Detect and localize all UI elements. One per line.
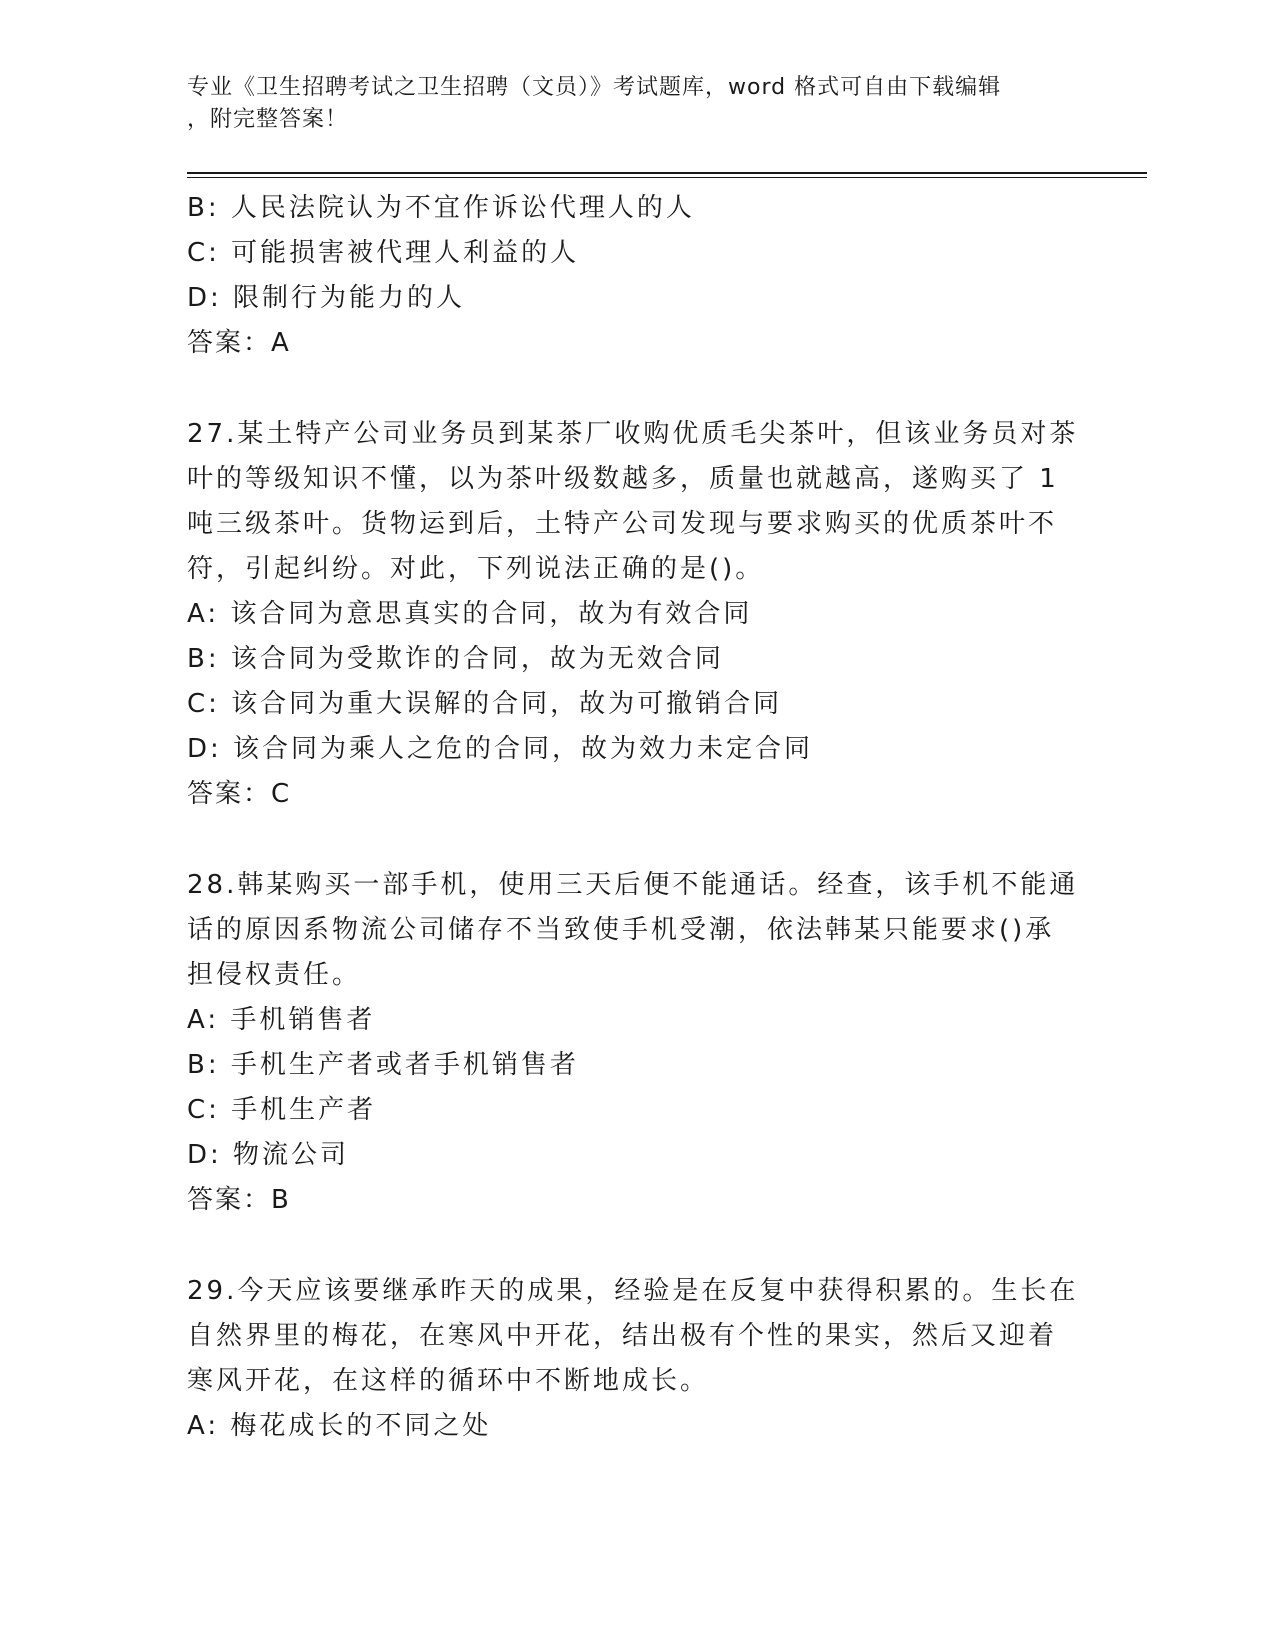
spacer xyxy=(187,1223,1067,1269)
option-b: B: 该合同为受欺诈的合同，故为无效合同 xyxy=(187,644,724,674)
option-c: C: 手机生产者 xyxy=(187,1095,377,1125)
question-text-line: 符，引起纠纷。对此，下列说法正确的是()。 xyxy=(187,554,765,584)
spacer xyxy=(187,817,1067,863)
question-26-continuation xyxy=(187,186,1067,366)
option-b: B: 手机生产者或者手机销售者 xyxy=(187,1050,579,1080)
question-text-line: 担侵权责任。 xyxy=(187,960,362,990)
question-text-line: 28.韩某购买一部手机，使用三天后便不能通话。经查，该手机不能通 xyxy=(187,870,1079,900)
answer-line: 答案：C xyxy=(187,779,292,809)
header-line-1: 专业《卫生招聘考试之卫生招聘（文员）》考试题库，word 格式可自由下载编辑 xyxy=(187,75,1002,100)
header-divider-thin xyxy=(187,177,1147,178)
option-a: A: 手机销售者 xyxy=(187,1005,376,1035)
document-header xyxy=(187,72,1087,136)
question-28 xyxy=(187,863,1079,1223)
option-c: C: 可能损害被代理人利益的人 xyxy=(187,238,580,268)
option-a: A: 梅花成长的不同之处 xyxy=(187,1411,492,1441)
question-text-line: 29.今天应该要继承昨天的成果，经验是在反复中获得积累的。生长在 xyxy=(187,1276,1079,1306)
option-c: C: 该合同为重大误解的合同，故为可撤销合同 xyxy=(187,689,783,719)
option-d: D: 物流公司 xyxy=(187,1140,350,1170)
header-divider-thick xyxy=(187,172,1147,174)
option-d: D: 限制行为能力的人 xyxy=(187,283,466,313)
spacer xyxy=(187,366,1067,412)
question-29 xyxy=(187,1269,1079,1449)
option-b: B: 人民法院认为不宜作诉讼代理人的人 xyxy=(187,193,695,223)
question-27 xyxy=(187,412,1079,817)
option-a: A: 该合同为意思真实的合同，故为有效合同 xyxy=(187,599,753,629)
answer-line: 答案：A xyxy=(187,328,291,358)
question-text-line: 自然界里的梅花，在寒风中开花，结出极有个性的果实，然后又迎着 xyxy=(187,1321,1058,1351)
option-d: D: 该合同为乘人之危的合同，故为效力未定合同 xyxy=(187,734,814,764)
question-text-line: 叶的等级知识不懂，以为茶叶级数越多，质量也就越高，遂购买了 1 xyxy=(187,464,1059,494)
question-text-line: 话的原因系物流公司储存不当致使手机受潮，依法韩某只能要求()承 xyxy=(187,915,1055,945)
question-text-line: 寒风开花，在这样的循环中不断地成长。 xyxy=(187,1366,710,1396)
answer-line: 答案：B xyxy=(187,1185,291,1215)
question-text-line: 27.某土特产公司业务员到某茶厂收购优质毛尖茶叶，但该业务员对茶 xyxy=(187,419,1079,449)
question-text-line: 吨三级茶叶。货物运到后，土特产公司发现与要求购买的优质茶叶不 xyxy=(187,509,1058,539)
header-line-2: ，附完整答案！ xyxy=(187,107,349,132)
document-body xyxy=(187,186,1079,1449)
